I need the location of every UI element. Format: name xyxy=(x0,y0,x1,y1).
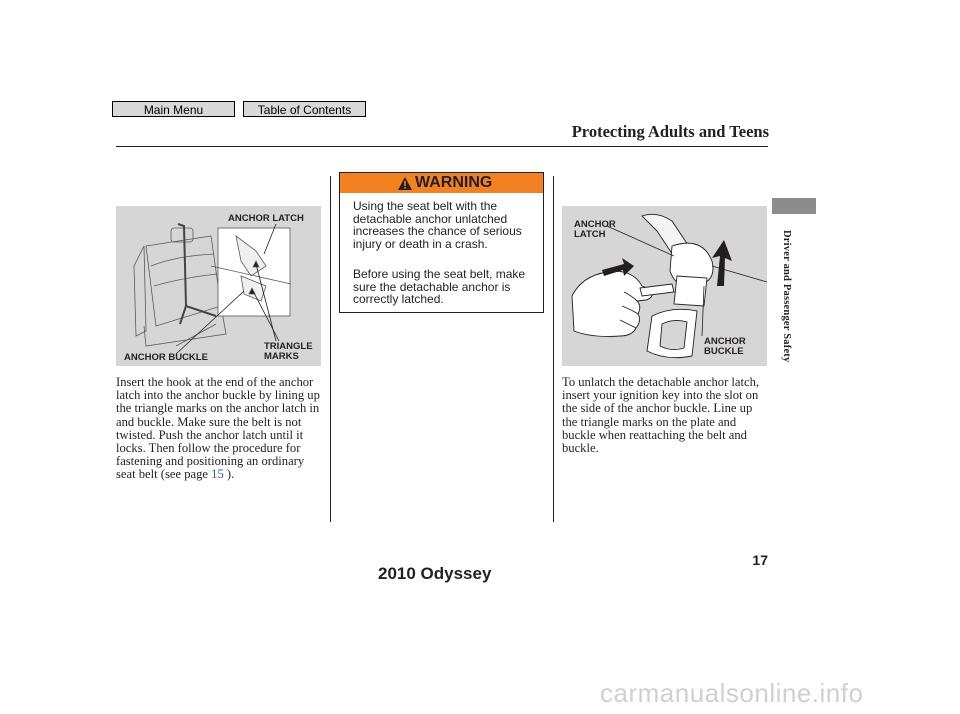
page-link[interactable]: 15 xyxy=(211,467,224,482)
section-vertical-label: Driver and Passenger Safety xyxy=(781,230,792,363)
header-rule xyxy=(116,146,768,147)
warning-label: WARNING xyxy=(415,174,493,191)
model-name: 2010 Odyssey xyxy=(378,564,492,583)
left-instructions-text: Insert the hook at the end of the anchor latch into the anchor buckle by lining up the triangle marks on the anchor latch in and buckle. Make sure the belt is not twisted. Push the anchor latch until it locks. Then follow the procedure for fastening and positioning an ordinary seat belt xyxy=(116,375,320,482)
callout-anchor-latch-right: ANCHOR LATCH xyxy=(574,219,616,240)
warning-triangle-icon xyxy=(397,176,413,191)
see-page-prefix: (see page xyxy=(160,467,208,482)
left-instructions xyxy=(116,376,324,482)
warning-paragraph-1: Using the seat belt with the detachable anchor unlatched increases the chance of serious injury or death in a crash. xyxy=(353,199,522,251)
column-divider-left xyxy=(330,176,331,522)
page-number: 17 xyxy=(752,552,768,568)
section-title: Protecting Adults and Teens xyxy=(571,122,769,141)
watermark: carmanualsonline.info xyxy=(600,678,864,708)
callout-anchor-latch: ANCHOR LATCH xyxy=(228,213,304,224)
main-menu-button[interactable]: Main Menu xyxy=(112,101,235,117)
unlatch-anchor-illustration xyxy=(562,206,767,366)
table-of-contents-button[interactable]: Table of Contents xyxy=(243,101,366,117)
warning-paragraph-2: Before using the seat belt, make sure the detachable anchor is correctly latched. xyxy=(353,267,526,307)
seat-belt-anchor-illustration xyxy=(116,206,321,366)
column-divider-right xyxy=(553,176,554,522)
right-instructions: To unlatch the detachable anchor latch, insert your ignition key into the slot on the side of the anchor buckle. Line up the triangle marks on the plate and buckle when reattaching the belt and buckle. xyxy=(562,375,760,456)
callout-triangle-marks: TRIANGLE MARKS xyxy=(264,341,313,362)
section-tab-marker xyxy=(772,198,816,214)
warning-box xyxy=(339,172,544,313)
callout-anchor-buckle-right: ANCHOR BUCKLE xyxy=(704,336,746,357)
warning-header xyxy=(340,173,543,193)
callout-anchor-buckle: ANCHOR BUCKLE xyxy=(124,352,208,363)
see-page-suffix: ). xyxy=(226,467,235,482)
